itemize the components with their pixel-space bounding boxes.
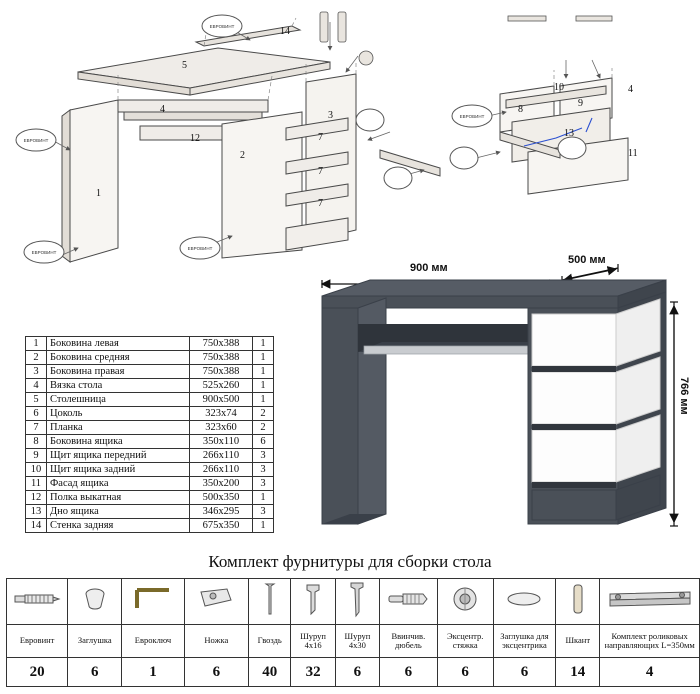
desk-depth-label: 500 мм	[568, 254, 606, 266]
part-qty: 3	[253, 449, 274, 463]
part-qty: 2	[253, 407, 274, 421]
part-name: Щит ящика задний	[47, 463, 190, 477]
exploded-diagram-svg	[0, 0, 700, 272]
part-qty: 1	[253, 379, 274, 393]
parts-list-table	[25, 336, 274, 533]
part-name: Стенка задняя	[47, 519, 190, 533]
part-size: 675х350	[190, 519, 253, 533]
allen-key-icon	[122, 579, 184, 625]
part-qty: 1	[253, 393, 274, 407]
part-no: 2	[26, 351, 47, 365]
part-no: 7	[26, 421, 47, 435]
part-no: 5	[26, 393, 47, 407]
dowel-icon	[380, 579, 438, 625]
part-size: 266х110	[190, 449, 253, 463]
nail-icon	[249, 579, 291, 625]
part-name: Фасад ящика	[47, 477, 190, 491]
desk-render	[300, 254, 690, 547]
part-name: Столешница	[47, 393, 190, 407]
table-row	[26, 379, 274, 393]
part-no: 12	[26, 491, 47, 505]
svg-text:1: 1	[96, 188, 101, 199]
part-name: Дно ящика	[47, 505, 190, 519]
table-row	[26, 407, 274, 421]
kit-item-count: 6	[493, 658, 555, 687]
svg-text:13: 13	[564, 128, 574, 139]
desk-width-label: 900 мм	[410, 262, 448, 274]
part-qty: 1	[253, 491, 274, 505]
part-no: 8	[26, 435, 47, 449]
kit-item-name: Шкант	[556, 625, 600, 658]
kit-item-count: 6	[437, 658, 493, 687]
kit-item-count: 6	[68, 658, 122, 687]
part-name: Полка выкатная	[47, 491, 190, 505]
part-qty: 2	[253, 421, 274, 435]
kit-item-name: Комплект роликовых направляющих L=350мм	[600, 625, 700, 658]
part-no: 10	[26, 463, 47, 477]
part-qty: 1	[253, 365, 274, 379]
kit-item-name: Ножка	[184, 625, 248, 658]
part-name: Щит ящика передний	[47, 449, 190, 463]
part-name: Боковина левая	[47, 337, 190, 351]
svg-text:ЕВРОВИНТ: ЕВРОВИНТ	[187, 246, 213, 251]
svg-text:11: 11	[628, 148, 638, 159]
part-no: 13	[26, 505, 47, 519]
part-qty: 3	[253, 463, 274, 477]
part-size: 346х295	[190, 505, 253, 519]
svg-text:14: 14	[280, 26, 290, 37]
screw-4x16-icon	[291, 579, 335, 625]
foot-icon	[184, 579, 248, 625]
cam-lock-icon	[437, 579, 493, 625]
part-no: 6	[26, 407, 47, 421]
svg-text:9: 9	[578, 98, 583, 109]
part-no: 11	[26, 477, 47, 491]
svg-text:12: 12	[190, 133, 200, 144]
table-row	[26, 505, 274, 519]
kit-item-count: 32	[291, 658, 335, 687]
svg-text:ЕВРОВИНТ: ЕВРОВИНТ	[209, 24, 235, 29]
part-qty: 3	[253, 505, 274, 519]
table-row	[26, 351, 274, 365]
part-size: 525х260	[190, 379, 253, 393]
kit-item-count: 1	[122, 658, 184, 687]
desk-render-svg	[300, 262, 690, 547]
svg-text:ЕВРОВИНТ: ЕВРОВИНТ	[23, 138, 49, 143]
svg-text:7: 7	[318, 198, 323, 209]
dowel-pin-icon	[556, 579, 600, 625]
part-qty: 3	[253, 477, 274, 491]
hardware-kit-title: Комплект фурнитуры для сборки стола	[208, 552, 492, 571]
svg-text:5: 5	[182, 60, 187, 71]
svg-text:3: 3	[328, 110, 333, 121]
part-name: Боковина ящика	[47, 435, 190, 449]
kit-item-count: 4	[600, 658, 700, 687]
part-size: 350х200	[190, 477, 253, 491]
svg-text:7: 7	[318, 166, 323, 177]
part-no: 9	[26, 449, 47, 463]
part-qty: 1	[253, 519, 274, 533]
kit-icons-row	[7, 579, 700, 625]
svg-text:2: 2	[240, 150, 245, 161]
kit-item-name: Заглушка для эксцентрика	[493, 625, 555, 658]
exploded-assembly-diagram	[0, 0, 700, 270]
table-row	[26, 393, 274, 407]
svg-text:8: 8	[518, 104, 523, 115]
part-size: 350х110	[190, 435, 253, 449]
table-row	[26, 449, 274, 463]
table-row	[26, 477, 274, 491]
kit-item-count: 40	[249, 658, 291, 687]
kit-item-name: Шуруп 4х16	[291, 625, 335, 658]
part-size: 500х350	[190, 491, 253, 505]
part-qty: 6	[253, 435, 274, 449]
table-row	[26, 519, 274, 533]
part-no: 14	[26, 519, 47, 533]
kit-item-count: 6	[335, 658, 379, 687]
part-no: 3	[26, 365, 47, 379]
kit-item-name: Заглушка	[68, 625, 122, 658]
part-size: 266х110	[190, 463, 253, 477]
cap-icon	[68, 579, 122, 625]
table-row	[26, 365, 274, 379]
kit-item-name: Евроключ	[122, 625, 184, 658]
part-no: 4	[26, 379, 47, 393]
part-no: 1	[26, 337, 47, 351]
kit-names-row	[7, 625, 700, 658]
kit-item-name: Эксцентр. стяжка	[437, 625, 493, 658]
cam-cap-icon	[493, 579, 555, 625]
part-name: Боковина правая	[47, 365, 190, 379]
table-row	[26, 421, 274, 435]
hardware-kit-table	[6, 578, 700, 687]
kit-item-count: 14	[556, 658, 600, 687]
svg-text:10: 10	[554, 82, 564, 93]
table-row	[26, 337, 274, 351]
part-name: Вязка стола	[47, 379, 190, 393]
kit-counts-row	[7, 658, 700, 687]
svg-text:7: 7	[318, 132, 323, 143]
part-name: Цоколь	[47, 407, 190, 421]
kit-item-name: Гвоздь	[249, 625, 291, 658]
kit-item-name: Шуруп 4х30	[335, 625, 379, 658]
table-row	[26, 491, 274, 505]
kit-item-count: 6	[184, 658, 248, 687]
svg-text:4: 4	[628, 84, 633, 95]
svg-text:ЕВРОВИНТ: ЕВРОВИНТ	[31, 250, 57, 255]
screw-4x30-icon	[335, 579, 379, 625]
table-row	[26, 435, 274, 449]
part-size: 750х388	[190, 365, 253, 379]
slide-rail-icon	[600, 579, 700, 625]
svg-text:4: 4	[160, 104, 165, 115]
part-size: 750х388	[190, 337, 253, 351]
part-size: 900х500	[190, 393, 253, 407]
kit-item-count: 6	[380, 658, 438, 687]
part-qty: 1	[253, 351, 274, 365]
kit-item-count: 20	[7, 658, 68, 687]
svg-text:ЕВРОВИНТ: ЕВРОВИНТ	[459, 114, 485, 119]
part-size: 323х60	[190, 421, 253, 435]
kit-item-name: Евровинт	[7, 625, 68, 658]
part-qty: 1	[253, 337, 274, 351]
table-row	[26, 463, 274, 477]
euroscrew-icon	[7, 579, 68, 625]
part-size: 750х388	[190, 351, 253, 365]
kit-item-name: Ввинчив. дюбель	[380, 625, 438, 658]
desk-height-label: 766 мм	[678, 377, 690, 415]
part-name: Планка	[47, 421, 190, 435]
part-size: 323х74	[190, 407, 253, 421]
part-name: Боковина средняя	[47, 351, 190, 365]
parts-list-body	[26, 337, 274, 533]
